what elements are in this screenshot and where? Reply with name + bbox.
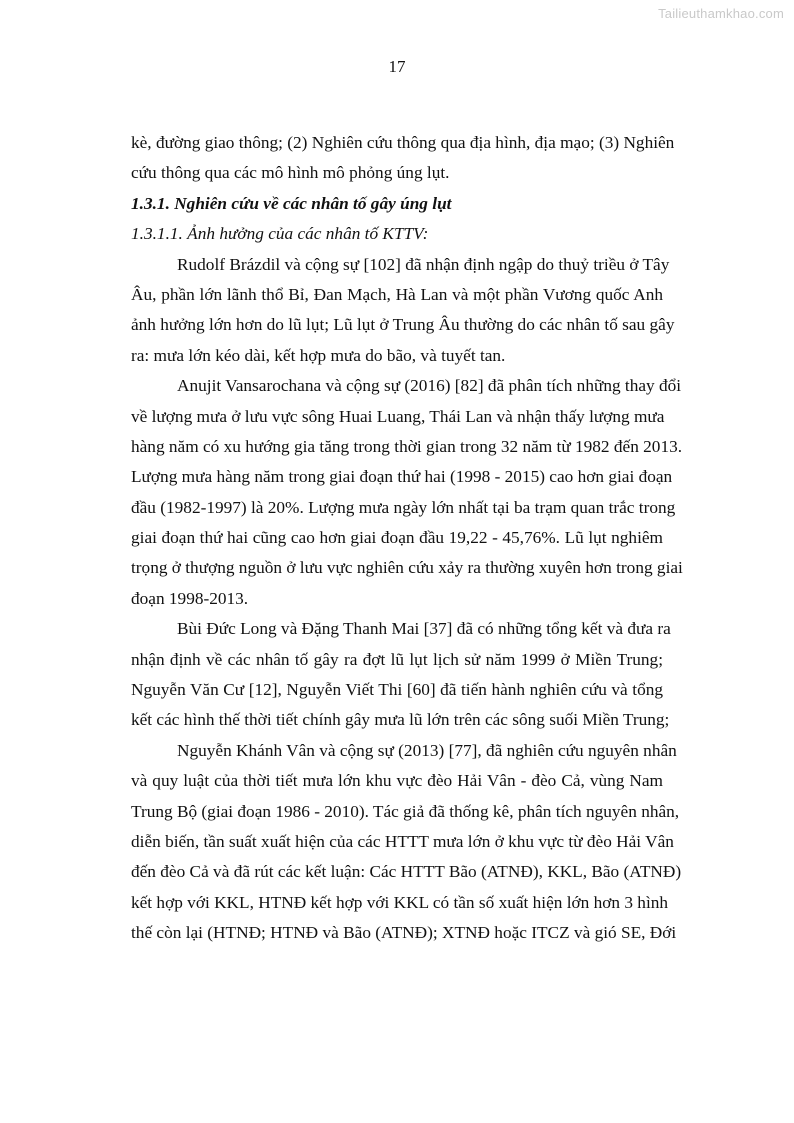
text-line: nhận định về các nhân tố gây ra đợt lũ lụt lịch sử năm 1999 ở Miền Trung; — [131, 649, 663, 669]
text-line: cứu thông qua các mô hình mô phỏng úng lụt. — [131, 163, 450, 183]
document-body — [131, 128, 683, 949]
text-line: trọng ở thượng nguồn ở lưu vực nghiên cứu xảy ra thường xuyên hơn trong giai — [131, 558, 683, 578]
paragraph-brazdil — [131, 250, 675, 372]
text-line: ra: mưa lớn kéo dài, kết hợp mưa do bão, và tuyết tan. — [131, 345, 506, 365]
paragraph-bui-duc-long — [131, 614, 671, 736]
text-line: thế còn lại (HTNĐ; HTNĐ và Bão (ATNĐ); XTNĐ hoặc ITCZ và gió SE, Đới — [131, 923, 677, 943]
text-line: Nguyễn Khánh Vân và cộng sự (2013) [77], đã nghiên cứu nguyên nhân — [177, 740, 677, 760]
text-line: Rudolf Brázdil và cộng sự [102] đã nhận định ngập do thuỷ triều ở Tây — [177, 254, 670, 274]
text-line: Anujit Vansarochana và cộng sự (2016) [82] đã phân tích những thay đổi — [177, 376, 682, 396]
text-line: Lượng mưa hàng năm trong giai đoạn thứ hai (1998 - 2015) cao hơn giai đoạn — [131, 467, 673, 487]
text-line: hàng năm có xu hướng gia tăng trong thời gian trong 32 năm từ 1982 đến 2013. — [131, 436, 683, 456]
text-line: kè, đường giao thông; (2) Nghiên cứu thông qua địa hình, địa mạo; (3) Nghiên — [131, 133, 675, 152]
paragraph-nguyen-khanh-van — [131, 736, 682, 949]
text-line: kết các hình thế thời tiết chính gây mưa lũ lớn trên các sông suối Miền Trung; — [131, 710, 670, 730]
text-line: diễn biến, tần suất xuất hiện của các HTTT mưa lớn ở khu vực từ đèo Hải Vân — [131, 831, 674, 851]
text-line: và quy luật của thời tiết mưa lớn khu vực đèo Hải Vân - đèo Cả, vùng Nam — [131, 771, 663, 791]
subsection-heading: 1.3.1.1. Ảnh hưởng của các nhân tố KTTV: — [131, 224, 429, 244]
text-line: kết hợp với KKL, HTNĐ kết hợp với KKL có tần số xuất hiện lớn hơn 3 hình — [131, 892, 669, 912]
text-line: ảnh hưởng lớn hơn do lũ lụt; Lũ lụt ở Trung Âu thường do các nhân tố sau gây — [131, 315, 675, 335]
text-line: đầu (1982-1997) là 20%. Lượng mưa ngày lớn nhất tại ba trạm quan trắc trong — [131, 497, 676, 517]
text-line: Bùi Đức Long và Đặng Thanh Mai [37] đã có những tổng kết và đưa ra — [177, 619, 671, 639]
watermark: Tailieuthamkhao.com — [658, 6, 784, 21]
section-heading: 1.3.1. Nghiên cứu về các nhân tố gây úng lụt — [131, 193, 452, 213]
text-line: giai đoạn thứ hai cũng cao hơn giai đoạn đầu 19,22 - 45,76%. Lũ lụt nghiêm — [131, 528, 663, 548]
text-line: Nguyễn Văn Cư [12], Nguyễn Viết Thi [60] đã tiến hành nghiên cứu và tổng — [131, 680, 663, 700]
page-number: 17 — [388, 57, 406, 76]
paragraph-vansarochana — [131, 371, 683, 614]
text-line: về lượng mưa ở lưu vực sông Huai Luang, Thái Lan và nhận thấy lượng mưa — [131, 406, 665, 426]
paragraph-intro — [131, 128, 675, 189]
text-line: Trung Bộ (giai đoạn 1986 - 2010). Tác giả đã thống kê, phân tích nguyên nhân, — [131, 801, 680, 821]
text-line: đến đèo Cả và đã rút các kết luận: Các HTTT Bão (ATNĐ), KKL, Bão (ATNĐ) — [131, 862, 682, 882]
text-line: đoạn 1998-2013. — [131, 588, 249, 608]
text-line: Âu, phần lớn lãnh thổ Bỉ, Đan Mạch, Hà Lan và một phần Vương quốc Anh — [131, 284, 663, 304]
